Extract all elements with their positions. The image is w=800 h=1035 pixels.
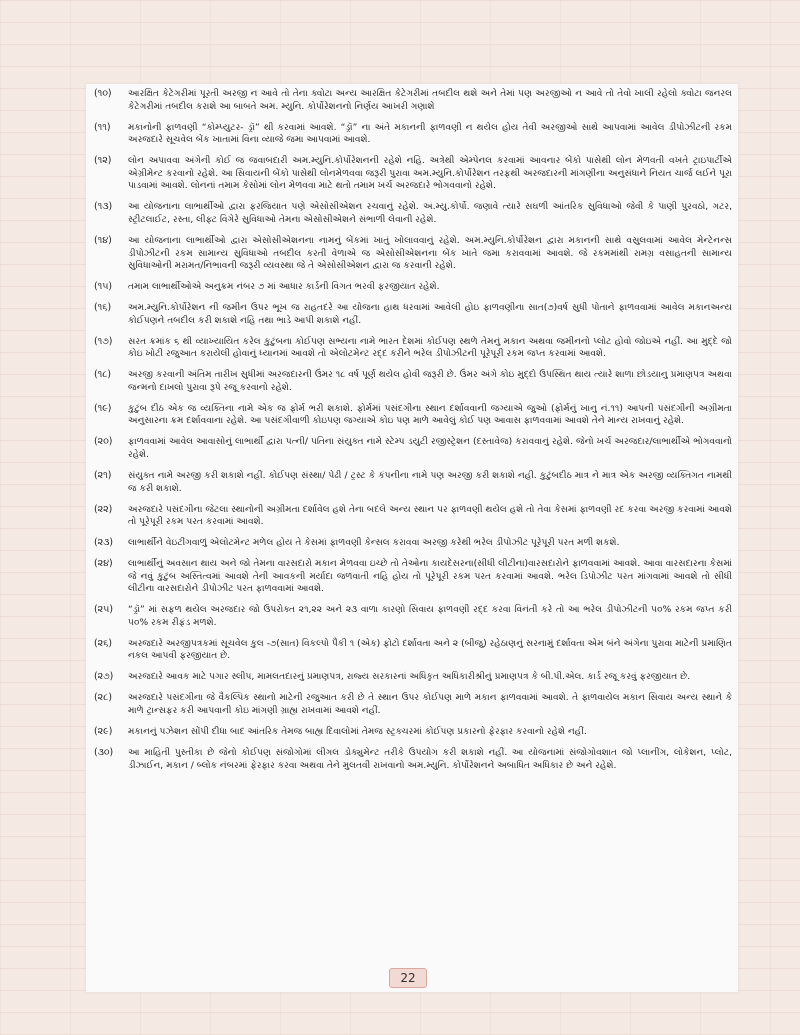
list-item bbox=[94, 747, 732, 772]
item-text: આરક્ષિત કેટેગરીમાં પૂરતી અરજી ન આવે તો તેના ક્વોટા અન્ય આરક્ષિત કેટેગરીમાં તબદીલ થશે અને તેમાં પણ અરજીઓ ન આવે તો તેવો ખાલી રહેલો ક્વોટા જનરલ કેટેગરીમાં તબદીલ કરાશે આ બાબતે અમ. મ્યુનિ. કોર્પોરેશનનો નિર્ણય આખરી ગણાશે bbox=[128, 89, 732, 112]
item-number: (૨૮) bbox=[94, 692, 112, 704]
item-text: સરત ક્રમાંક ૬ થી વ્યાખ્યાયિત કરેલ કુટુંબના કોઈપણ સભ્યના નામે ભારત દેશમાં કોઈપણ સ્થળે તેમનું મકાન અથવા જમીનનો પ્લોટ હોવો જોઇએ નહીં. આ મુદ્દે જો કોઇ ખોટી રજુઆત કરાયેલી હોવાનું ધ્યાનમાં આવશે તો એલોટમેન્ટ રદ્દ કરીને ભરેલ ડીપોઝીટની પૂરેપૂરી રકમ જપ્ત કરવામાં આવશે. bbox=[128, 336, 732, 360]
item-text: સંયુક્ત નામે અરજી કરી શકાશે નહીં. કોઈપણ સંસ્થા/ પેઢી / ટ્રસ્ટ કે કંપનીના નામે પણ અરજી કરી શકાશે નહી. કુટુંબદીઠ માત્ર ને માત્ર એક અરજી વ્યક્તિગત નામથી જ કરી શકાશે. bbox=[128, 470, 732, 494]
item-text: લાભાર્થીનું અવસાન થાય અને જો તેમના વારસદારો મકાન મેળવવા ઇચ્છે તો તેઓના કાયદેસરના(સીધી લીટીના)વારસદારોને ફાળવવામાં આવશે. આવા વારસદારના કેસમાં જે નવું કુટુંબ અસ્તિત્વમાં આવશે તેની આવકની મર્યાદા જળવાતી નહિ હોય તો પૂરેપૂરી રકમ પરત કરવામાં આવશે. ભરેલ ડિપોઝીટ પરત માંગવામાં આવશે તો સીધી લીટીના વારસદારોને ડીપોઝીટ પરત ફાળવવામાં આવશે. bbox=[128, 559, 732, 595]
item-number: (૨૩) bbox=[94, 537, 114, 549]
item-text: કુટુંબ દીઠ એક જ વ્યક્તિના નામે એક જ ફોર્મ ભરી શકાશે. ફોર્મમાં પસંદગીના સ્થાન દર્શાવવાની જગ્યાએ જુઓ (ફોર્મનું ખાનુ નં.૧૧) આપની પસંદગીની અગ્રીમતા અનુસારના ક્રમ દર્શાવવાના રહેશે. આ પસંદગીવાળી કોઇપણ જગ્યાએ કોઇ પણ માળે આવેલું કોઈ પણ આવાસ ફાળવવામાં આવશે તેને માન્ય રાખવાનું રહેશે. bbox=[128, 403, 732, 427]
item-text: આ માહિતી પુસ્તીકા છે જેનો કોઈપણ સંજોગોમાં લીગલ ડોક્યુમેન્ટ તરીકે ઉપયોગ કરી શકાશે નહીં. આ યોજનામાં સંજોગોવશાત જો પ્લાનીંગ, લોકેશન, પ્લોટ, ડીઝાઈન, મકાન / બ્લોક નંબરમાં ફેરફાર કરવા અથવા તેને મુલતવી રાખવાનો અમ.મ્યુનિ. કોર્પોરેશનને અબાધિત અધિકાર છે અને રહેશે. bbox=[128, 747, 732, 771]
item-text: અરજી કરવાની અંતિમ તારીખ સુધીમાં અરજદારની ઉંમર ૧૮ વર્ષ પૂર્ણ થયેલ હોવી જરૂરી છે. ઉંમર અંગે કોઇ મુદ્દો ઉપસ્થિત થાય ત્યારે શાળા છોડયાનુ પ્રમાણપત્ર અથવા જન્મનો દાખલો પુરાવા રૂપે રજૂ કરવાનો રહેશે. bbox=[128, 370, 732, 393]
list-item bbox=[94, 281, 732, 294]
list-item bbox=[94, 537, 732, 550]
terms-list bbox=[94, 88, 732, 781]
list-item bbox=[94, 558, 732, 596]
list-item bbox=[94, 403, 732, 428]
item-number: (૧૯) bbox=[94, 402, 112, 414]
item-text: “ડ્રૉ” માં સફળ થયેલ અરજદાર જો ઉપરોક્ત ૨૧,૨૨ અને ૨૩ વાળા કારણો સિવાય ફાળવણી રદ્દ કરવા વિનંતી કરે તો આ ભરેલ ડીપોઝીટની ૫૦% રકમ જપ્ત કરી ૫૦% રકમ રીફંડ મળશે. bbox=[128, 605, 732, 628]
item-number: (૨૨) bbox=[94, 503, 113, 515]
list-item bbox=[94, 369, 732, 394]
item-text: મકાનનું પઝેશન સોંપી દીધા બાદ આંતરિક તેમજ બાહ્ય દિવાલોમાં તેમજ સ્ટ્રક્ચરમાં કોઈપણ પ્રકારનો ફેરફાર કરવાનો રહેશે નહીં. bbox=[128, 726, 587, 737]
item-text: અરજદારે અરજીપત્રકમાં સૂચવેલ કુલ -૭(સાત) વિકલ્પો પૈકી ૧ (એક) ફોટો દર્શાવતા અને ૨ (બીજુ) રહેઠાણનું સરનામું દર્શાવતા એમ બંને અંગેના પુરાવા માટેની પ્રમાણિત નકલ આપવી ફરજીયાત છે. bbox=[128, 638, 732, 662]
list-item bbox=[94, 692, 732, 717]
item-number: (૨૦) bbox=[94, 436, 113, 448]
list-item bbox=[94, 504, 732, 529]
item-number: (૨૯) bbox=[94, 725, 113, 737]
item-number: (૧૧) bbox=[94, 121, 111, 133]
item-number: (૨૪) bbox=[94, 558, 113, 570]
item-text: આ યોજનાના લાભાર્થીઓ દ્વારા ફરજિયાત પણે એસોસીએશન રચવાનું રહેશે. અ.મ્યુ.કોર્પો. જણાવે ત્યારે સઘળી આંતરિક સુવિધાઓ જેવી કે પાણી પુરવઠો, ગટર, સ્ટ્રીટલાઈટ, રસ્તા, લીફ્ટ વિગેરે સુવિધાઓ તેમના એસોસીએશને સંભાળી લેવાની રહેશે. bbox=[128, 202, 732, 225]
item-text: અરજદારે પસંદગીના જે વૈકલ્પિક સ્થાનો માટેની રજુઆત કરી છે તે સ્થાન ઉપર કોઈપણ માળે મકાન ફાળવવામાં આવશે. તે ફાળવાયેલ મકાન સિવાય અન્ય સ્થાને કે માળે ટ્રાન્સફર કરી આપવાની કોઇ માંગણી ગ્રાહ્ય રાખવામાં આવશે નહીં. bbox=[128, 693, 732, 716]
page-number: 22 bbox=[389, 968, 427, 988]
item-text: અરજદારે આવક માટે પગાર સ્લીપ, મામલતદારનું પ્રમાણપત્ર, રાજ્ય સરકારનાં અધિકૃત અધિકારીશ્રીનું પ્રમાણપત્ર કે બી.પી.એલ. કાર્ડ રજૂ કરવું ફરજીયાત છે. bbox=[128, 672, 691, 683]
list-item bbox=[94, 122, 732, 147]
list-item bbox=[94, 336, 732, 361]
list-item bbox=[94, 726, 732, 739]
item-text: અરજદારે પસંદગીના જેટલા સ્થાનોની અગ્રીમતા દર્શાવેલ હશે તેના બદલે અન્ય સ્થાન પર ફાળવણી થયેલ હશે તો તેવા કેસમાં ફાળવણી રદ કરવા અરજી કરવામાં આવશે તો પૂરેપૂરી રકમ પરત કરવામાં આવશે. bbox=[128, 504, 732, 528]
item-number: (૨૭) bbox=[94, 671, 114, 683]
item-number: (૨૧) bbox=[94, 469, 112, 481]
list-item bbox=[94, 436, 732, 461]
item-number: (૩૦) bbox=[94, 746, 114, 758]
item-number: (૨૫) bbox=[94, 604, 113, 616]
list-item bbox=[94, 88, 732, 113]
list-item bbox=[94, 604, 732, 629]
item-text: લાભાર્થીને વેઇટીંગવાળું એલોટમેન્ટ મળેલ હોય તે કેસમાં ફાળવણી કેન્સલ કરાવવા અરજી કરેથી ભરેલ ડીપોઝીટ પૂરેપૂરી પરત મળી શકશે. bbox=[128, 538, 620, 549]
item-number: (૧૪) bbox=[94, 234, 112, 246]
item-number: (૧૬) bbox=[94, 302, 112, 314]
item-text: અમ.મ્યુનિ.કોર્પોરેશન ની જમીન ઉપર ભૂખ જ રાહતદરે આ યોજના હાથ ધરવામાં આવેલી હોઇ ફાળવણીના સાત(૭)વર્ષ સુધી પોતાને ફાળવવામાં આવેલ મકાનઅન્ય કોઈપણને તબદીલ કરી શકાશે નહિ તથા ભાડે આપી શકાશે નહીં. bbox=[128, 303, 732, 326]
list-item bbox=[94, 201, 732, 226]
item-text: તમામ લાભાર્થીઓએ અનુક્રમ નંબર ૭ માં આધાર કાર્ડની વિગત ભરવી ફરજીયાત રહેશે. bbox=[128, 282, 440, 293]
item-text: મકાનોની ફાળવણી “કોમ્પ્યુટર- ડ્રૉ” થી કરવામાં આવશે. “ડ્રૉ” ના અંતે મકાનની ફાળવણી ન થયેલ હોય તેવી અરજીઓ સાથે આપવામાં આવેલ ડીપોઝીટની રકમ અરજદારે સૂચવેલ બેંક ખાતામાં વિના વ્યાજે જમા આપવામાં આવશે. bbox=[128, 122, 732, 146]
item-number: (૧૫) bbox=[94, 281, 113, 293]
item-text: આ યોજનાના લાભાર્થીઓ દ્વારા એસોસીએશનના નામનું બેંકમાં ખાતું ખોલાવવાનું રહેશે. અમ.મ્યુનિ.કોર્પોરેશન દ્વારા મકાનની સાથે વસુલવામાં આવેલ મેન્ટેનન્સ ડીપોઝીટની રકમ સામાન્ય સુવિધાઓ તબદીલ કરતી વેળાએ જ એસોસીએશનના બેંક ખાતે જમા કરાવવામાં આવશે. જે રકમમાંથી રામગ્ર વસાહતની સામાન્ય સુવિધાઓની મરામત/નિભાવની જરૂરી વ્યવસ્થા જે તે એસોસીએશન દ્વારા જ કરવાની રહેશે. bbox=[128, 235, 732, 272]
item-number: (૨૬) bbox=[94, 637, 113, 649]
item-number: (૧૩) bbox=[94, 201, 113, 213]
item-number: (૧૭) bbox=[94, 335, 113, 347]
document-page bbox=[86, 84, 738, 992]
item-number: (૧૮) bbox=[94, 369, 112, 381]
list-item bbox=[94, 671, 732, 684]
list-item bbox=[94, 155, 732, 193]
item-number: (૧૨) bbox=[94, 155, 112, 167]
list-item bbox=[94, 302, 732, 327]
list-item bbox=[94, 638, 732, 663]
item-text: લોન અપાવવા અંગેની કોઈ જ જવાબદારી અમ.મ્યુનિ.કોર્પોરેશનની રહેશે નહિં. અત્રેથી એમ્પેનલ કરવામાં આવનાર બેંકો પાસેથી લોન મેળવતી વખતે ટ્રાઇપાર્ટીએ એગ્રીમેન્ટ કરવાનો રહેશે. આ સિવાયની બેંકો પાસેથી લોનમેળવવા જરૂરી પુરાવા અમ.મ્યુનિ.કોર્પોરેશન તરફથી અરજદારની માંગણીના અનુસંધાને નિયત ચાર્જ લઈને પૂરા પાડવામાં આવશે. લોનનાં તમામ કેસોમાં લોન મેળવવા માટે થતો તમામ ખર્ચ અરજદારે ભોગવવાનો રહેશે. bbox=[128, 156, 732, 192]
item-text: ફાળવવામાં આવેલ આવાસોનું લાભાર્થી દ્વારા પત્ની/ પતિના સંયુક્ત નામે સ્ટેમ્પ ડયુટી રજીસ્ટ્રેશન (દસ્તાવેજ) કરાવવાનું રહેશે. જેનો ખર્ચ અરજદાર/લાભાર્થીએ ભોગવવાનો રહેશે. bbox=[128, 437, 732, 460]
item-number: (૧૦) bbox=[94, 88, 112, 99]
list-item bbox=[94, 235, 732, 273]
list-item bbox=[94, 470, 732, 495]
